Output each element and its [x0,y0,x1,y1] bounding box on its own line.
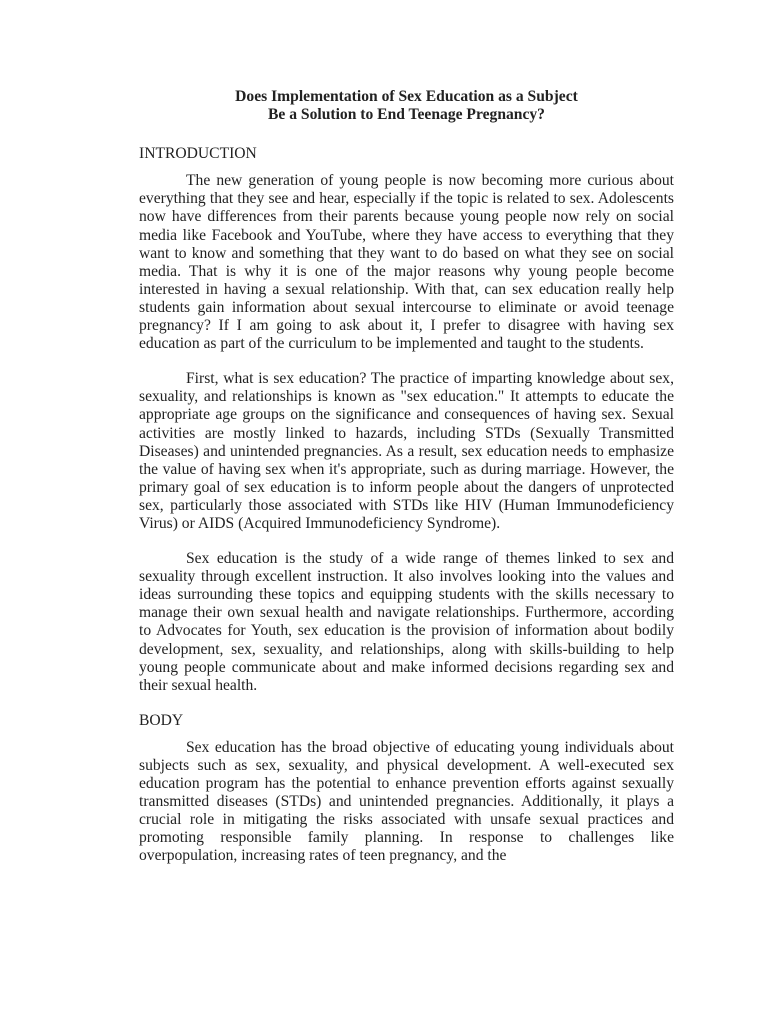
paragraph-body-1: Sex education has the broad objective of educating young individuals about subjects such as sex, sexuality, and physical development. A well-executed sex education program has the potential to enhance prevention efforts against sexually transmitted diseases (STDs) and unintended pregnancies. Additionally, it plays a crucial role in mitigating the risks associated with unsafe sexual practices and promoting responsible family planning. In response to challenges like overpopulation, increasing rates of teen pregnancy, and the [139,738,674,865]
paragraph-intro-2: First, what is sex education? The practice of imparting knowledge about sex, sexuality, and relationships is known as "sex education." It attempts to educate the appropriate age groups on the significance and consequences of having sex. Sexual activities are mostly linked to hazards, including STDs (Sexually Transmitted Diseases) and unintended pregnancies. As a result, sex education needs to emphasize the value of having sex when it's appropriate, such as during marriage. However, the primary goal of sex education is to inform people about the dangers of unprotected sex, particularly those associated with STDs like HIV (Human Immunodeficiency Virus) or AIDS (Acquired Immunodeficiency Syndrome). [139,370,674,532]
document-content [139,88,674,883]
paragraph-intro-1: The new generation of young people is now becoming more curious about everything that they see and hear, especially if the topic is related to sex. Adolescents now have differences from their parents because young people now rely on social media like Facebook and YouTube, where they have access to everything that they want to know and something that they want to do based on what they see on social media. That is why it is one of the major reasons why young people become interested in having a sexual relationship. With that, can sex education really help students gain information about sexual intercourse to eliminate or avoid teenage pregnancy? If I am going to ask about it, I prefer to disagree with having sex education as part of the curriculum to be implemented and taught to the students. [139,172,674,353]
section-heading-introduction: INTRODUCTION [139,145,257,163]
paragraph-intro-3: Sex education is the study of a wide range of themes linked to sex and sexuality through excellent instruction. It also involves looking into the values and ideas surrounding these topics and equipping students with the skills necessary to manage their own sexual health and navigate relationships. Furthermore, according to Advocates for Youth, sex education is the provision of information about bodily development, sex, sexuality, and relationships, along with skills-building to help young people communicate about and make informed decisions regarding sex and their sexual health. [139,550,674,694]
title-line-1: Does Implementation of Sex Education as a Subject [235,88,578,105]
document-title [139,88,674,124]
title-line-2: Be a Solution to End Teenage Pregnancy? [268,106,545,124]
section-heading-body: BODY [139,711,184,729]
